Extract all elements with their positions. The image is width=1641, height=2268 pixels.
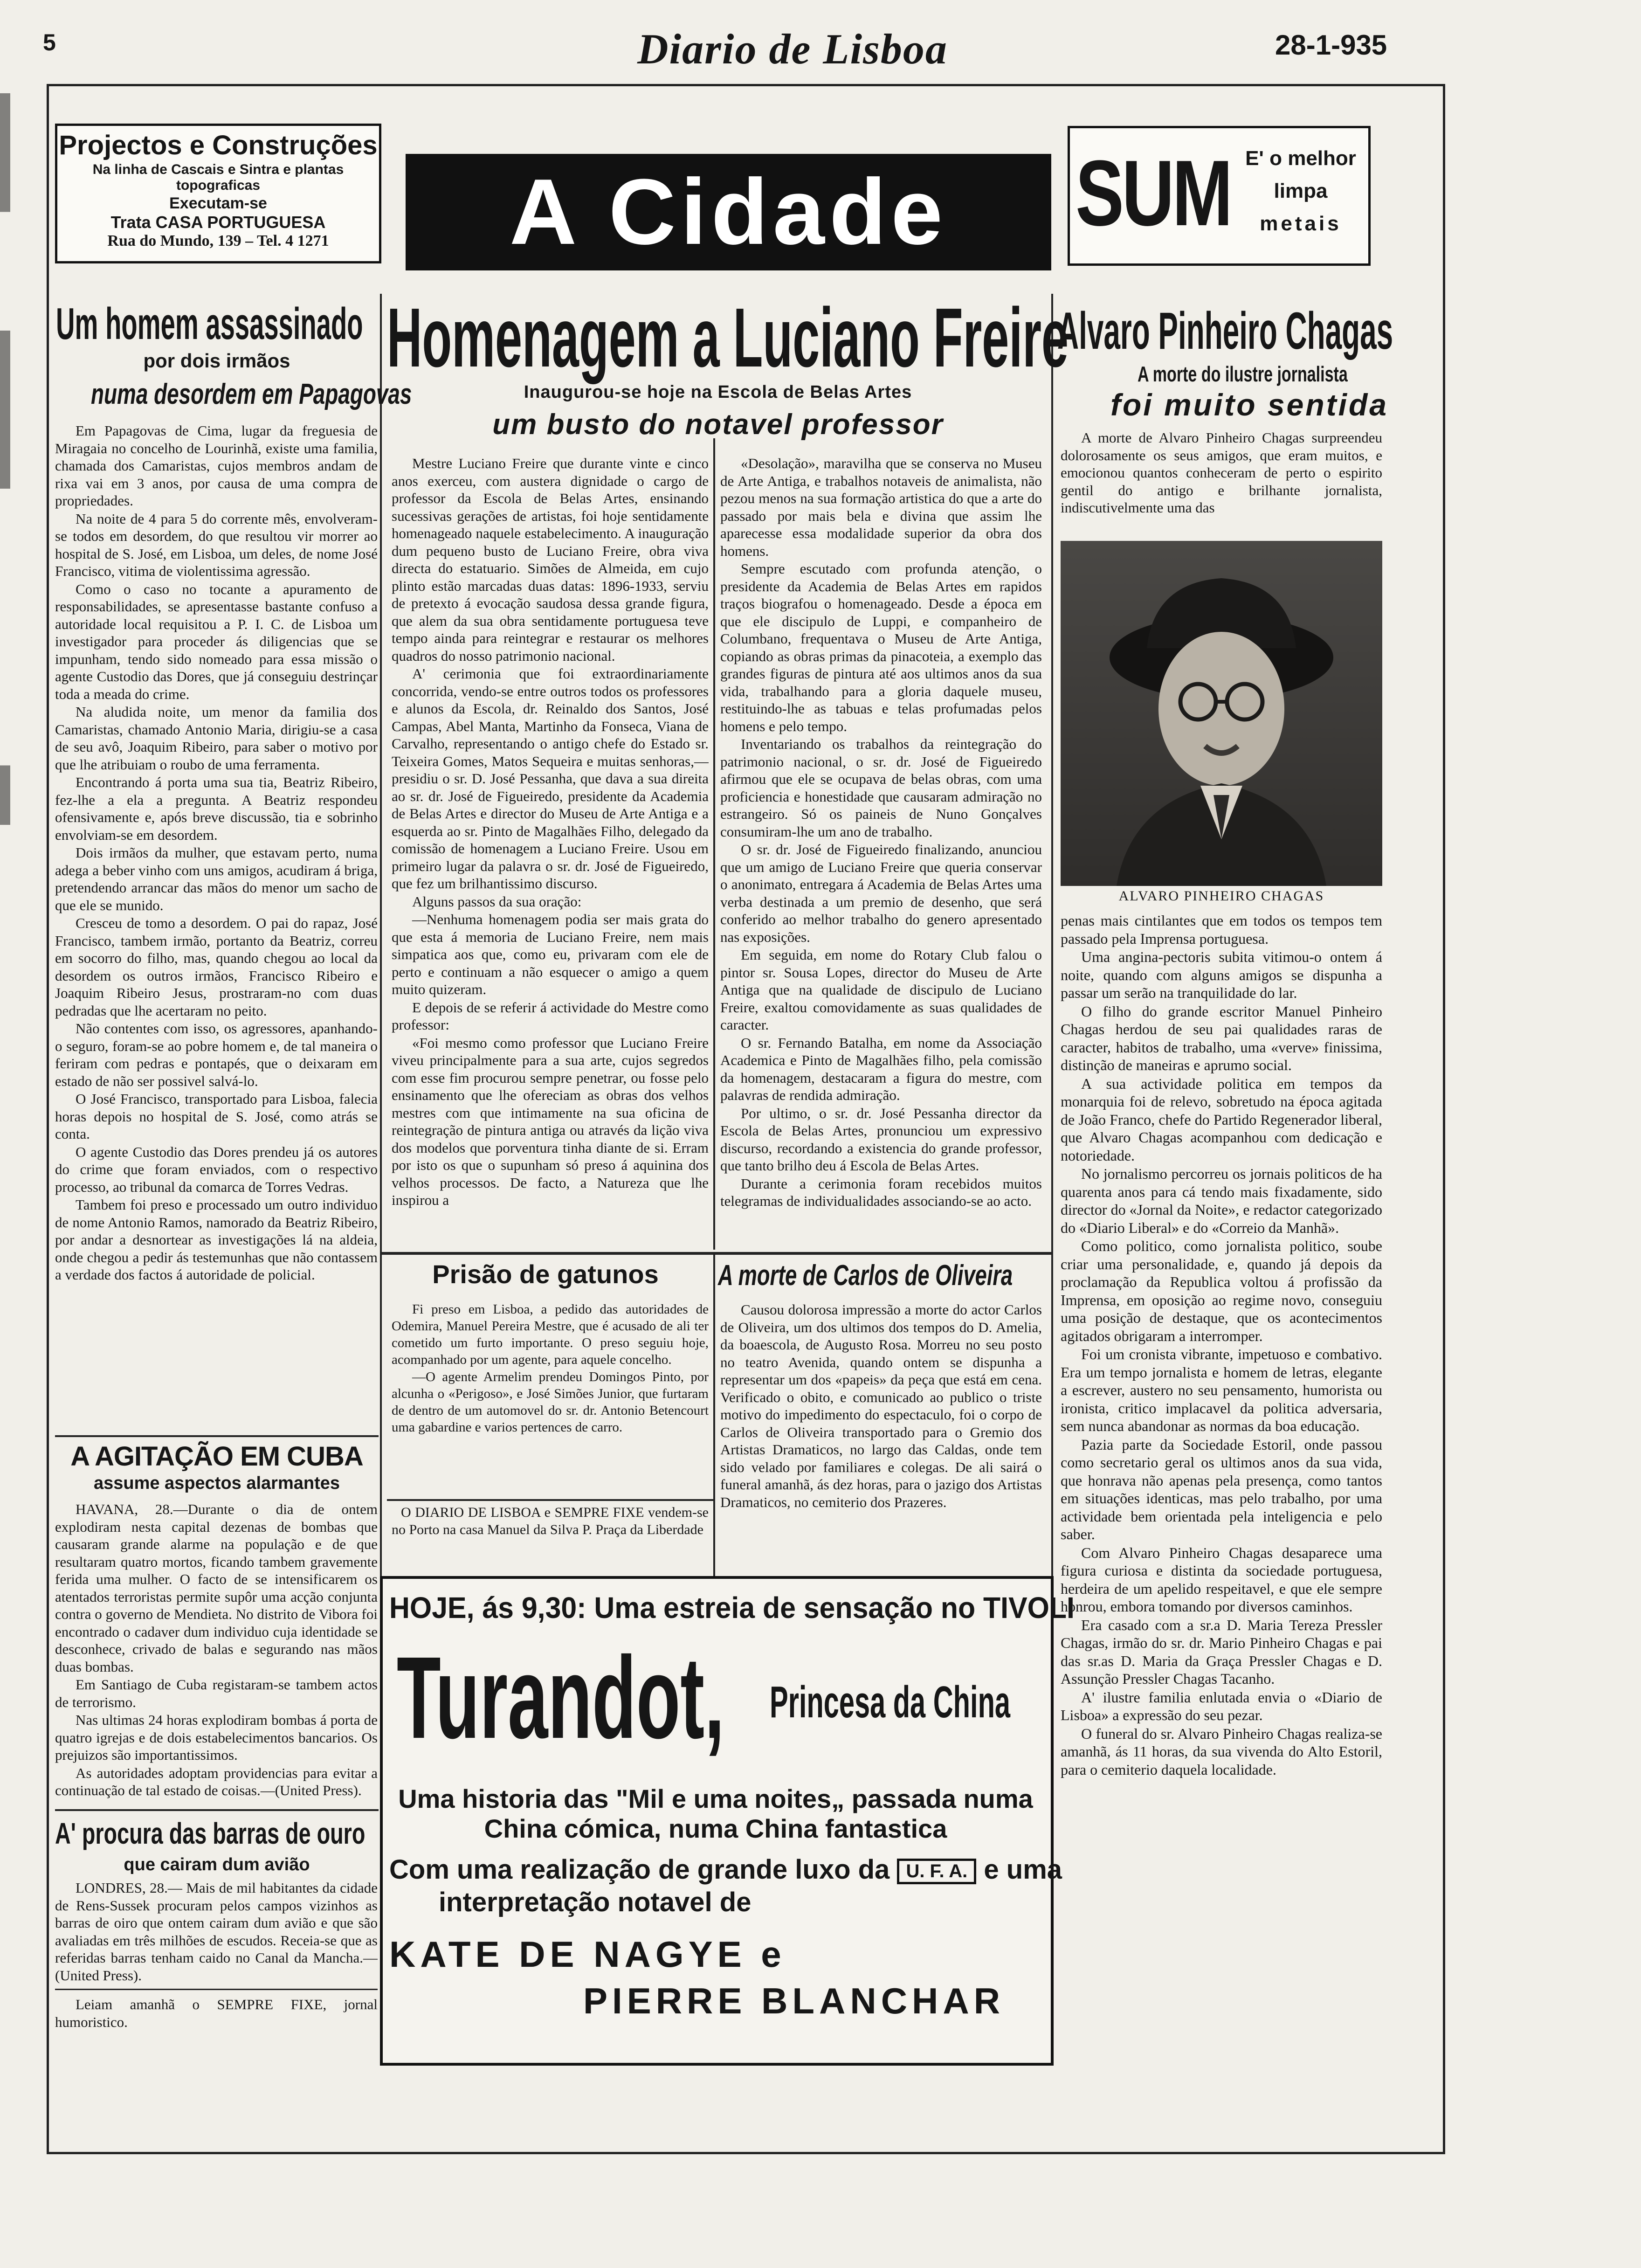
paragraph: Encontrando á porta uma sua tia, Beatriz Ribeiro, fez-lhe a ela a pregunta. A Beatriz respondeu ofensivamente e, após breve discussão, tia e sobrinho envolviam-se em desordem. [55,774,378,843]
paragraph: Como politico, como jornalista politico, soube criar uma personalidade, e, quando já depois da proclamação da Republica voltou á profissão da Imprensa, em oposição ao regime novo, conseguiu uma posição de destaque, que os acontecimentos agitados obrigaram a interromper. [1061,1238,1382,1344]
masthead: Diario de Lisboa [637,25,948,73]
ad-projectos-box [55,124,381,263]
ad-tivoli-title: Turandot, [397,1632,725,1763]
paragraph: A morte de Alvaro Pinheiro Chagas surpreendeu dolorosamente os seus amigos, que eram muitos, e emocionou quantos conheceram de perto o espirito gentil do antigo e brilhante jornalista, indiscutivelmente uma das [1061,429,1382,516]
text-freire-col2 [720,455,1042,1247]
ad-projectos-line3: Trata CASA PORTUGUESA [110,213,326,232]
paragraph: A sua actividade politica em tempos da monarquia foi de relevo, sobretudo na época agitada de João Franco, chefe do Partido Regenerador liberal, que Alvaro Chagas acompanhou com dedicação e notoriedade. [1061,1075,1382,1164]
paragraph: «Foi mesmo como professor que Luciano Freire viveu principalmente para a sua arte, cujos segredos com esse fim procurou sempre penetrar, ou fosse pelo ensinamento que lhe ofereciam as obras dos velhos mestres com que intimamente na sua oficina de reintegração de pintura antiga ou através da lição viva dos modelos que porventura tinha diante de si. Erram por isto os que o supunham só preso á aquinina dos velhos processos. De facto, a Natureza que lhe inspirou a [392,1034,709,1208]
divider [55,1809,379,1811]
ad-tivoli-line2: Uma historia das "Mil e uma noites„ passada numa China cómica, numa China fantastica [398,1784,1033,1843]
headline-gatunos: Prisão de gatunos [432,1259,659,1289]
sub-freire-1: Inaugurou-se hoje na Escola de Belas Artes [524,382,912,402]
paragraph: O filho do grande escritor Manuel Pinheiro Chagas herdou de seu pai qualidades raras de caracter, habitos de trabalho, uma «verve» finissima, distinção de maneiras e aprumo social. [1061,1003,1382,1073]
sub-chagas-2: foi muito sentida [1110,387,1388,422]
issue-date: 28-1-935 [1275,29,1387,61]
sub-assassinado-2: numa desordem em Papagovas [91,378,412,410]
paragraph: Pazia parte da Sociedade Estoril, onde passou como secretario geral os ultimos anos da sua vida, que honrava não apenas pela presença, como tantos em situações identicas, mas pelo trabalho, por uma actividade bem orientada pela inteligencia e pelo saber. [1061,1436,1382,1542]
paragraph: Em seguida, em nome do Rotary Club falou o pintor sr. Sousa Lopes, director do Museu de Arte Antiga que na qualidade de discipulo de Luciano Freire, exaltou comovidamente as suas qualidades de caracter. [720,947,1042,1033]
sub-cuba: assume aspectos alarmantes [93,1473,340,1493]
notice-text: O DIARIO DE LISBOA e SEMPRE FIXE vendem-se no Porto na casa Manuel da Silva P. Praça da Liberdade [392,1505,709,1537]
paragraph: Leiam amanhã o SEMPRE FIXE, jornal humoristico. [55,1996,378,2030]
paragraph: Na noite de 4 para 5 do corrente mês, envolveram-se todos em desordem, do que resultou vir morrer ao hospital de S. José, em Lisboa, um deles, de nome José Francisco, vitima de violentissima agressão. [55,510,378,579]
paragraph: LONDRES, 28.— Mais de mil habitantes da cidade de Rens-Sussek procuram pelos campos vizinhos as barras de oiro que ontem cairam dum avião e que são avaliadas em três milhões de escudos. Receia-se que as referidas barras tenham caido no Canal da Mancha.— (United Press). [55,1880,378,1984]
paragraph: Em Papagovas de Cima, lugar da freguesia de Miragaia no concelho de Lourinhã, existe uma familia, chamada dos Camaristas, cujos membros andam de rixa vai em 3 anos, por causa de uma compra de propriedades. [55,422,378,509]
ad-tivoli-line3 [389,1854,1062,1885]
paragraph: Com Alvaro Pinheiro Chagas desaparece uma figura curiosa e distinta da sociedade portuguesa, herdeira de um apelido respeitavel, e que ele sempre honrou, embora tomando por diversos caminhos. [1061,1544,1382,1615]
paragraph: Era casado com a sr.a D. Maria Tereza Pressler Chagas, irmão do sr. dr. Mario Pinheiro Chagas e pai das sr.as D. Maria da Graça Pressler Chagas e D. Assunção Pressler Chagas Tacanho. [1061,1616,1382,1687]
paragraph: —Nenhuma homenagem podia ser mais grata do que esta á memoria de Luciano Freire, nem mais simpatica aos que, como eu, privaram com ele de perto e continuam a não esquecer o amigo a quem muito quizeram. [392,911,709,997]
text-freire-col1 [392,455,709,1247]
text-barras [55,1879,378,2056]
paragraph: penas mais cintilantes que em todos os tempos tem passado pela Imprensa portuguesa. [1061,912,1382,947]
page-number: 5 [43,29,56,55]
paragraph: Tambem foi preso e processado um outro individuo de nome Antonio Ramos, namorado da Beatriz Ribeiro, por andar a desnortear as investigações lá na aldeia, onde chegou a pedir ás testemunhas que não contassem a verdade dos factos á autoridade de policial. [55,1196,378,1283]
ad-tivoli-box [380,1576,1075,2066]
paragraph: Mestre Luciano Freire que durante vinte e cinco anos exerceu, com austera dignidade o cargo de professor da Escola de Belas Artes, ensinando sucessivas gerações de artistas, foi hoje sentidamente homenageado naquele estabelecimento. A inauguração dum pequeno busto de Luciano Freire, obra viva directa do estatuario. Simões de Almeida, em cujo plinto estão marcadas duas datas: 1896-1933, serviu de pretexto á evocação saudosa dessa grande figura, que alem da sua obra sentidamente portuguesa teve tempo ainda para reintegrar e restaurar os melhores quadros do nosso patrimonio nacional. [392,455,709,664]
divider [55,1989,378,1992]
notice-sempre-fixe [392,1504,709,1569]
ad-sum-line3: metais [1260,212,1342,235]
ad-tivoli-subtitle: Princesa da China [770,1677,1011,1727]
ad-tivoli-line3b: e uma [984,1854,1062,1885]
paragraph: HAVANA, 28.—Durante o dia de ontem explodiram nesta capital dezenas de bombas que causaram grande alarme na população e de que resultaram quatro mortos, ficando tambem gravemente ferida uma mulher. O facto de se intensificarem os atentados terroristas permite supôr uma acção conjunta contra o governo de Mendieta. No distrito de Vibora foi encontrado o cadaver dum individuo cuja identidade se desconhece, crivado de balas e segurando nas mãos duas bombas. [55,1501,378,1675]
headline-cuba: A AGITAÇÃO EM CUBA [70,1441,363,1472]
sub-assassinado-1: por dois irmãos [143,350,290,372]
headline-oliveira: A morte de Carlos de Oliveira [718,1259,1013,1292]
paragraph: O funeral do sr. Alvaro Pinheiro Chagas realiza-se amanhã, ás 11 horas, da sua vivenda do Alto Estoril, para o cemiterio daquela localidade. [1061,1725,1382,1778]
paragraph: Por ultimo, o sr. dr. José Pessanha director da Escola de Belas Artes, pronunciou um expressivo discurso, recordando a existencia do grande professor, que tanto brilho deu á Escola de Belas Artes. [720,1105,1042,1174]
paragraph: Fi preso em Lisboa, a pedido das autoridades de Odemira, Manuel Pereira Mestre, que é acusado de ali ter cometido um furto importante. O preso seguiu hoje, acompanhado por um agente, para aquele concelho. [392,1302,709,1367]
text-cuba [55,1500,378,1818]
paragraph: A' ilustre familia enlutada envia o «Diario de Lisboa» a expressão do seu pezar. [1061,1688,1382,1723]
ad-tivoli-line3a: Com uma realização de grande luxo da [389,1854,890,1885]
ad-tivoli-star2: PIERRE BLANCHAR [583,1980,1005,2021]
column-rule-3 [713,438,715,1250]
portrait-figure [1061,541,1382,886]
paragraph: Nas ultimas 24 horas explodiram bombas á porta de quatro igrejas e de dois estabelecimentos bancarios. Os prejuizos são importantissimos. [55,1712,378,1763]
text-chagas-rest [1061,912,1382,2063]
headline-assassinado: Um homem assassinado [56,299,363,349]
sub-chagas-1: A morte do ilustre jornalista [1138,362,1348,386]
paragraph: Alguns passos da sua oração: [412,893,582,910]
headline-barras: A' procura das barras de ouro [55,1817,365,1850]
paragraph: No jornalismo percorreu os jornais politicos de ha quarenta anos para cá tendo mais fixadamente, sido director do «Jornal da Noite», e redactor categorizado do «Diario Liberal» e do «Correio da Manhã». [1061,1165,1382,1236]
ad-projectos-line4: Rua do Mundo, 139 – Tel. 4 1271 [107,232,329,249]
paragraph: A' cerimonia que foi extraordinariamente concorrida, vendo-se entre outros todos os professores e alunos da Escola, dr. Reinaldo dos Santos, José Campas, Abel Manta, Martinho da Fonseca, Viana de Carvalho, representando o antigo chefe do Estado sr. Teixeira Gomes, Matos Sequeira e muitas senhoras,—presidiu o sr. D. José Pessanha, que dava a sua direita ao sr. dr. José de Figueiredo, presidente da Academia de Belas Artes e director do Museu de Arte Antiga e a esquerda ao sr. Pinto de Magalhães Filho, delegado da comissão de homenagem a Luciano Freire. Usou em primeiro lugar da palavra o sr. dr. José de Figueiredo, que fez um brilhantissimo discurso. [392,665,709,892]
paragraph: Na aludida noite, um menor da familia dos Camaristas, chamado Antonio Maria, dirigiu-se a casa de seu avô, Joaquim Ribeiro, para saber o motivo por que lhe atribuiam o roubo de uma ferramenta. [55,704,378,773]
paragraph: Cresceu de tomo a desordem. O pai do rapaz, José Francisco, tambem irmão, portanto da Beatriz, correu em socorro do filho, mas, quando chegou ao local da desordem os outros irmãos, Francisco Ribeiro e Joaquim Ribeiro Jesus, prostraram-no com duas pedradas que lhe acertaram no peito. [55,915,378,1019]
headline-chagas: Alvaro Pinheiro Chagas [1057,302,1393,360]
sub-freire-2: um busto do notavel professor [492,408,944,441]
paragraph: Causou dolorosa impressão a morte do actor Carlos de Oliveira, um dos ultimos dos tempos do D. Amelia, da boaescola, de Augusto Rosa. Morreu no seu posto no teatro Avenida, quando ontem se dispunha a representar um dos «papeis» da peça que está em cena. Verificado o obito, e comunicado ao publico o triste motivo do impedimento do espectaculo, foi o corpo de Carlos de Oliveira transportado para o Gremio dos Artistas Dramaticos, no largo das Caldas, onde tem sido velado por familiares e colegas. De ali sairá o funeral amanhã, ás dez horas, para o jazigo dos Artistas Dramaticos, no cemiterio dos Prazeres. [720,1301,1042,1510]
text-gatunos [392,1301,709,1497]
paragraph: Em Santiago de Cuba registaram-se tambem actos de terrorismo. [55,1676,378,1710]
paragraph: Dois irmãos da mulher, que estavam perto, numa adega a beber vinho com uns amigos, acudiram á briga, pretendendo arrancar das mãos do menor um sacho de que ele se munido. [55,844,378,913]
divider [381,1252,1052,1255]
divider [387,1499,713,1501]
divider [55,1435,379,1437]
paragraph: O sr. Fernando Batalha, em nome da Associação Academica e Pinto de Magalhães filho, pela comissão da homenagem, destacaram a figura do mestre, com palavras de rendida admiração. [720,1034,1042,1103]
section-title: A Cidade [406,154,1051,270]
ad-projectos-line2: Executam-se [169,194,267,212]
sub-barras: que cairam dum avião [124,1855,310,1874]
ad-sum-line1: E' o melhor [1245,147,1356,170]
paragraph: —O agente Armelim prendeu Domingos Pinto, por alcunha o «Perigoso», e José Simões Junior, que furtaram de dentro de um automovel do sr. dr. Antonio Betencourt uma gabardine e varios pertences de carro. [392,1369,709,1435]
column-rule-4 [713,1254,715,1576]
paragraph: O sr. dr. José de Figueiredo finalizando, anunciou que um amigo de Luciano Freire que queria conservar o anonimato, entregara á Academia de Belas Artes uma verba destinada a um premio de desenho, que será conferido ao melhor trabalho do genero apresentado nas exposições. [720,841,1042,945]
paragraph: As autoridades adoptam providencias para evitar a continuação de tal estado de coisas.—(United Press). [55,1764,378,1798]
ufa-logo: U. F. A. [897,1859,976,1884]
paragraph: Sempre escutado com profunda atenção, o presidente da Academia de Belas Artes em rapidos traços biografou o homenageado. Desde a época em que ele discipulo de Luppi, e companheiro de Columbano, frequentava o Museu de Arte Antiga, copiando as obras primas da pinacoteia, a exemplo das grandes figuras de pintura até aos ultimos anos da sua vida, trabalhando para a gloria daquele museu, restituindo-lhe as tabuas e telas profumadas pelos homens e pelo tempo. [720,560,1042,734]
ad-tivoli-line4: interpretação notavel de [439,1887,752,1917]
left-margin-fragment [0,93,10,2070]
headline-freire: Homenagem a Luciano Freire [387,291,1069,385]
photo-caption: ALVARO PINHEIRO CHAGAS [1118,888,1324,904]
ad-tivoli-star1: KATE DE NAGYE e [389,1934,786,1975]
ad-projectos-line1: Na linha de Cascais e Sintra e plantas topograficas [92,162,344,193]
text-oliveira [720,1301,1042,1576]
paragraph: Durante a cerimonia foram recebidos muitos telegramas de individualidades associando-se ao acto. [720,1175,1042,1209]
ad-sum-line2: limpa [1274,180,1328,202]
paragraph: «Desolação», maravilha que se conserva no Museu de Arte Antiga, e trabalhos notaveis de animalista, não pezou menos na sua formação artistica do que a arte do passado por mais bela e divina que assim lhe aparecesse essa modalidade superior da obra dos homens. [720,455,1042,559]
paragraph: Não contentes com isso, os agressores, apanhando-o seguro, foram-se ao pobre homem e, de tal maneira o feriram com pedras e pontapés, que o deixaram em estado de não ser possivel salvá-lo. [55,1020,378,1089]
ad-projectos-title: Projectos e Construções [59,130,378,160]
paragraph: O José Francisco, transportado para Lisboa, falecia horas depois no hospital de S. José, como atrás se conta. [55,1091,378,1142]
ad-tivoli-line1: HOJE, ás 9,30: Uma estreia de sensação no TIVOLI [389,1591,1075,1625]
portrait-photo [1061,541,1382,886]
ad-sum-brand: SUM [1076,141,1231,245]
paragraph: Como o caso no tocante a apuramento de responsabilidades, se apresentasse bastante confuso a autoridade local requisitou a P. I. C. de Lisboa um investigador para proceder ás diligencias que se impunham, tendo sido nomeado para essa missão o agente Custodio das Dores, que já conseguiu destrinçar toda a meada do crime. [55,581,378,702]
ad-sum-box [1068,126,1371,266]
text-assassinado [55,422,378,1434]
paragraph: E depois de se referir á actividade do Mestre como professor: [392,999,709,1033]
paragraph: Foi um cronista vibrante, impetuoso e combativo. Era um tempo jornalista e homem de letras, elegante a escrever, austero no seu pensamento, humorista ou ironista, critico implacavel da politica adversaria, sem nunca abandonar as normas da boa educação. [1061,1346,1382,1434]
paragraph: O agente Custodio das Dores prendeu já os autores do crime que foram enviados, com o respectivo processo, ao tribunal da comarca de Torres Vedras. [55,1143,378,1195]
paragraph: Uma angina-pectoris subita vitimou-o ontem á noite, quando com alguns amigos se dispunha a passar um serão na tranquilidade do lar. [1061,948,1382,1001]
paragraph: Inventariando os trabalhos da reintegração do patrimonio nacional, o sr. dr. José de Figueiredo afirmou que ele se ocupava de belas obras, com uma proficiencia e honestidade que causaram admiração no estrangeiro. Só os paineis de Nuno Gonçalves consumiram-lhe um ano de trabalho. [720,736,1042,840]
